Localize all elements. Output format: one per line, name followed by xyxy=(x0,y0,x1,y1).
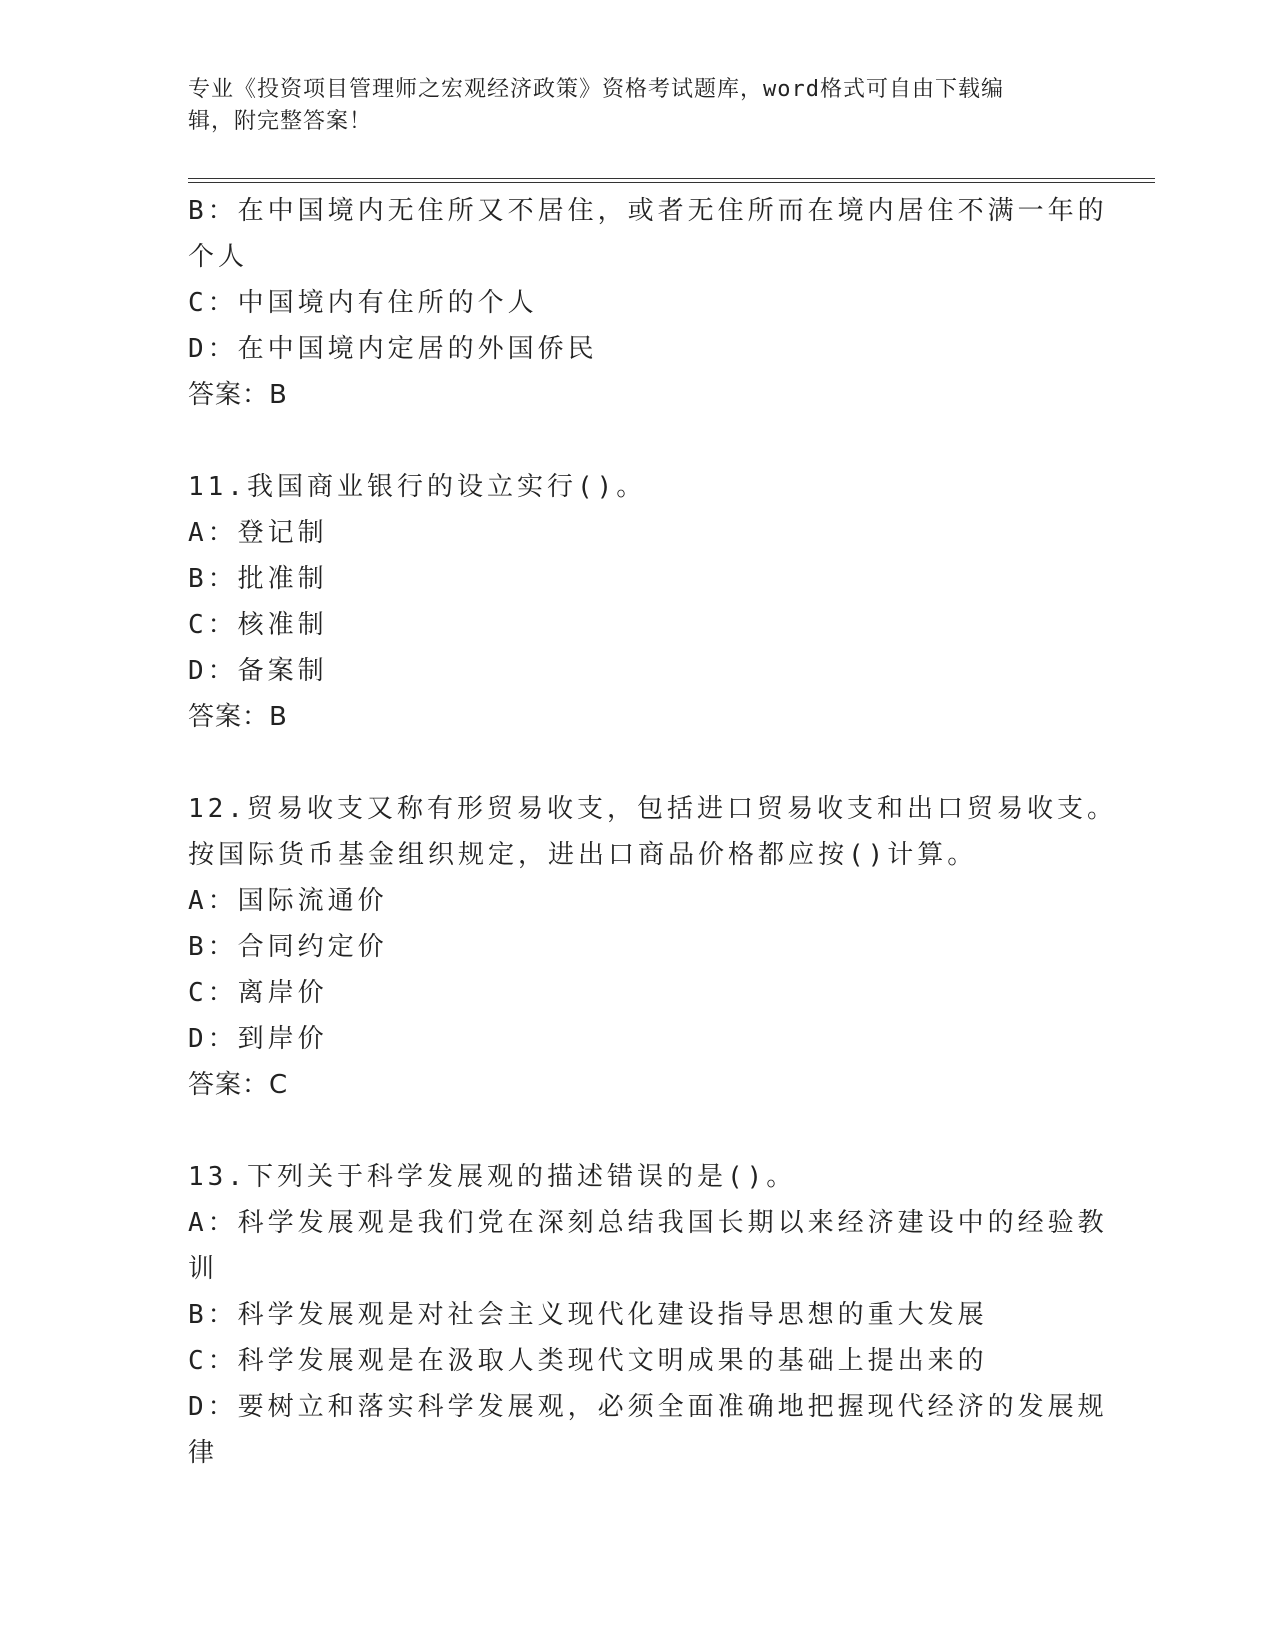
option-b-continued: 个人 xyxy=(188,242,249,272)
answer: 答案：C xyxy=(188,1070,289,1100)
question-12 xyxy=(188,786,1117,1108)
answer: 答案：B xyxy=(188,702,288,732)
option-d: D：在中国境内定居的外国侨民 xyxy=(188,334,598,364)
option-c: C：核准制 xyxy=(188,610,328,640)
option-c: C：中国境内有住所的个人 xyxy=(188,288,538,318)
question-stem: 13.下列关于科学发展观的描述错误的是()。 xyxy=(188,1162,797,1192)
question-content xyxy=(188,188,1117,1476)
question-stem-continued: 按国际货币基金组织规定，进出口商品价格都应按()计算。 xyxy=(188,840,978,870)
header-line-1: 专业《投资项目管理师之宏观经济政策》资格考试题库，word格式可自由下载编 xyxy=(188,77,1004,102)
option-d: D：到岸价 xyxy=(188,1024,328,1054)
prev-question xyxy=(188,188,1108,418)
spacer xyxy=(188,418,1088,464)
option-d: D：备案制 xyxy=(188,656,328,686)
question-stem: 12.贸易收支又称有形贸易收支，包括进口贸易收支和出口贸易收支。 xyxy=(188,794,1117,824)
option-a: A：登记制 xyxy=(188,518,328,548)
header-rule-bottom xyxy=(188,182,1155,183)
option-d-continued: 律 xyxy=(188,1438,219,1468)
question-11 xyxy=(188,464,1088,740)
question-stem: 11.我国商业银行的设立实行()。 xyxy=(188,472,647,502)
option-a: A：科学发展观是我们党在深刻总结我国长期以来经济建设中的经验教 xyxy=(188,1208,1108,1238)
spacer xyxy=(188,740,1088,786)
option-a: A：国际流通价 xyxy=(188,886,388,916)
option-d: D：要树立和落实科学发展观，必须全面准确地把握现代经济的发展规 xyxy=(188,1392,1108,1422)
header-line-2: 辑，附完整答案！ xyxy=(188,109,373,134)
option-a-continued: 训 xyxy=(188,1254,219,1284)
document-header xyxy=(188,74,1078,138)
option-c: C：科学发展观是在汲取人类现代文明成果的基础上提出来的 xyxy=(188,1346,988,1376)
option-b: B：在中国境内无住所又不居住，或者无住所而在境内居住不满一年的 xyxy=(188,196,1108,226)
header-rule-top xyxy=(188,178,1155,179)
answer: 答案：B xyxy=(188,380,288,410)
option-b: B：合同约定价 xyxy=(188,932,388,962)
spacer xyxy=(188,1108,1088,1154)
option-b: B：科学发展观是对社会主义现代化建设指导思想的重大发展 xyxy=(188,1300,988,1330)
option-b: B：批准制 xyxy=(188,564,328,594)
question-13 xyxy=(188,1154,1108,1476)
option-c: C：离岸价 xyxy=(188,978,328,1008)
